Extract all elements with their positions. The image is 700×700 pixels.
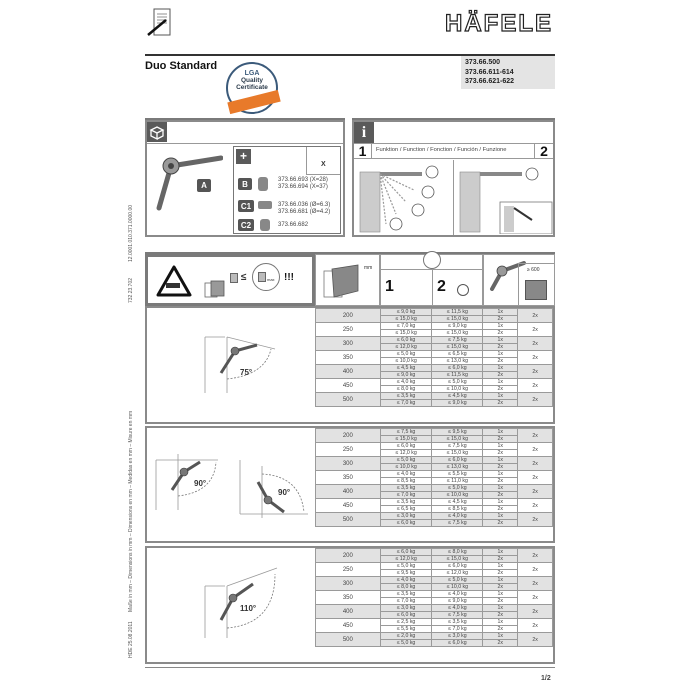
quantity-cell: 1x: [483, 337, 518, 344]
mode-1-load-cell: ≤ 7,0 kg: [380, 492, 432, 499]
weight-check-icon: [423, 251, 441, 269]
part-b-tag: B: [238, 178, 252, 190]
quantity-cell: 2x: [483, 506, 518, 513]
mode-2-diagram: [456, 162, 553, 234]
quantity-cell: 1x: [483, 563, 518, 570]
part-b-number: 373.66.693 (X=28): [278, 177, 328, 183]
flap-icon: [525, 280, 547, 300]
mode-2-load-cell: ≤ 13,0 kg: [432, 358, 483, 365]
mode-1-load-cell: ≤ 5,5 kg: [380, 626, 432, 633]
flap-height-cell: 250: [316, 443, 381, 457]
mode-1-load-cell: ≤ 5,0 kg: [380, 351, 432, 358]
cert-certificate: Certificate: [236, 84, 268, 91]
article-numbers: [461, 56, 555, 89]
weight-icon: [258, 272, 266, 282]
part-c1-number: 373.66.681 (Ø=4.2): [278, 209, 331, 215]
hinge-header-cell: [483, 254, 555, 306]
mode-2-load-cell: ≤ 6,0 kg: [432, 640, 483, 647]
quantity-cell: 1x: [483, 549, 518, 556]
quantity-cell: 2x: [483, 464, 518, 471]
mode-2-number: 2: [437, 278, 446, 295]
table-row: [316, 393, 553, 400]
warning-box: [145, 254, 315, 306]
load-table: [315, 308, 553, 407]
page-number: 1/2: [541, 675, 551, 682]
mode-1-load-cell: ≤ 4,0 kg: [380, 379, 432, 386]
mode-1-load-cell: ≤ 3,0 kg: [380, 605, 432, 612]
mode-2-load-cell: ≤ 6,5 kg: [432, 351, 483, 358]
mode-1-load-cell: ≤ 8,5 kg: [380, 478, 432, 485]
article-number: 373.66.500: [465, 59, 501, 66]
function-header: [354, 143, 553, 159]
table-row: [316, 499, 553, 506]
mode-1-load-cell: ≤ 3,0 kg: [380, 513, 432, 520]
mode-2-load-cell: ≤ 7,5 kg: [432, 443, 483, 450]
flap-height-cell: 300: [316, 577, 381, 591]
mode-1-load-cell: ≤ 7,0 kg: [380, 598, 432, 605]
mode-1-load-cell: ≤ 6,0 kg: [380, 337, 432, 344]
mode-2-load-cell: ≤ 6,0 kg: [432, 563, 483, 570]
quantity-cell: 2x: [483, 450, 518, 457]
mode-2-load-cell: ≤ 15,0 kg: [432, 556, 483, 563]
angle-label: 75°: [240, 368, 253, 377]
quantity-cell: 1x: [483, 633, 518, 640]
mode-1-load-cell: ≤ 6,0 kg: [380, 520, 432, 527]
quantity-wide-cell: 2x: [518, 591, 553, 605]
min-width-cell: [518, 263, 554, 305]
mode-1-number: 1: [354, 144, 372, 158]
part-c1-numbers: [278, 202, 330, 216]
part-c1-number: 373.66.036 (Ø=6.3): [278, 202, 331, 208]
mode-1-load-cell: ≤ 5,0 kg: [380, 640, 432, 647]
table-row: [316, 429, 553, 436]
brand-logo: HÄFELE: [445, 10, 553, 37]
mode-1-load-cell: ≤ 3,5 kg: [380, 499, 432, 506]
table-row: [316, 379, 553, 386]
mode-1-load-cell: ≤ 12,0 kg: [380, 556, 432, 563]
part-b-numbers: [278, 177, 328, 191]
mode-1-load-cell: ≤ 6,0 kg: [380, 443, 432, 450]
flap-height-cell: 400: [316, 605, 381, 619]
quantity-wide-cell: 2x: [518, 605, 553, 619]
mode-2-load-cell: ≤ 15,0 kg: [432, 316, 483, 323]
flap-110-diagram: [195, 566, 285, 640]
mode-2-load-cell: ≤ 10,0 kg: [432, 584, 483, 591]
mode-1-load-cell: ≤ 7,5 kg: [380, 429, 432, 436]
mode-1-load-cell: ≤ 15,0 kg: [380, 316, 432, 323]
quantity-wide-cell: 2x: [518, 485, 553, 499]
mode-2-load-cell: ≤ 4,5 kg: [432, 499, 483, 506]
quantity-cell: 1x: [483, 619, 518, 626]
table-row: [316, 577, 553, 584]
quantity-cell: 2x: [483, 344, 518, 351]
mode-2-load-cell: ≤ 12,0 kg: [432, 570, 483, 577]
lift-mechanism-icon: [151, 152, 223, 212]
quantity-wide-cell: 2x: [518, 563, 553, 577]
stop-icon: [457, 284, 469, 296]
mode-1-load-cell: ≤ 6,5 kg: [380, 506, 432, 513]
quantity-wide-cell: 2x: [518, 549, 553, 563]
quantity-cell: 2x: [483, 436, 518, 443]
mode-1-load-cell: ≤ 5,0 kg: [380, 457, 432, 464]
load-table: [315, 428, 553, 527]
table-row: [316, 365, 553, 372]
quantity-cell: 1x: [483, 429, 518, 436]
quantity-cell: 1x: [483, 365, 518, 372]
mode-1-load-cell: ≤ 8,0 kg: [380, 386, 432, 393]
quantity-cell: 2x: [483, 570, 518, 577]
mode-2-load-cell: ≤ 5,5 kg: [432, 471, 483, 478]
flap-height-cell: 500: [316, 393, 381, 407]
quantity-wide-cell: 2x: [518, 309, 553, 323]
info-icon: i: [354, 122, 374, 143]
cabinet-flap-icon: [322, 263, 362, 301]
mode-2-load-cell: ≤ 4,0 kg: [432, 591, 483, 598]
angle-label: 110°: [240, 604, 257, 613]
quantity-wide-cell: 2x: [518, 471, 553, 485]
part-c2-tag: C2: [238, 219, 254, 231]
angle-label: 90°: [278, 488, 291, 497]
flap-height-cell: 250: [316, 323, 381, 337]
angle-label: 90°: [194, 479, 207, 488]
mode-2-load-cell: ≤ 6,0 kg: [432, 365, 483, 372]
quantity-cell: 1x: [483, 379, 518, 386]
mode-1-load-cell: ≤ 8,0 kg: [380, 584, 432, 591]
weight-icon: [230, 273, 238, 283]
quantity-wide-cell: 2x: [518, 323, 553, 337]
part-b-icon: [258, 177, 268, 191]
margin-code-1: 732.23.702: [128, 277, 134, 303]
mode-1-cell: [381, 269, 433, 305]
footer-divider: [145, 667, 555, 668]
mode-1-load-cell: ≤ 3,5 kg: [380, 591, 432, 598]
mode-2-load-cell: ≤ 5,0 kg: [432, 379, 483, 386]
quantity-cell: 2x: [483, 626, 518, 633]
box-icon: [147, 122, 167, 142]
quantity-cell: 1x: [483, 513, 518, 520]
table-row: [316, 323, 553, 330]
mode-2-load-cell: ≤ 11,5 kg: [432, 372, 483, 379]
flap-height-cell: 450: [316, 499, 381, 513]
quantity-wide-cell: 2x: [518, 379, 553, 393]
mode-1-load-cell: ≤ 10,0 kg: [380, 358, 432, 365]
quantity-cell: 1x: [483, 577, 518, 584]
mode-1-load-cell: ≤ 3,5 kg: [380, 393, 432, 400]
mode-2-load-cell: ≤ 10,0 kg: [432, 386, 483, 393]
min-width-label: ≥ 600: [527, 267, 540, 273]
quantity-cell: 1x: [483, 309, 518, 316]
mode-2-load-cell: ≤ 11,0 kg: [432, 478, 483, 485]
article-number: 373.66.621-622: [465, 78, 515, 85]
table-row: [316, 633, 553, 640]
part-c2-number: 373.66.682: [278, 222, 309, 228]
quantity-wide-cell: 2x: [518, 365, 553, 379]
quantity-wide-cell: 2x: [518, 633, 553, 647]
load-table: [315, 548, 553, 647]
mode-2-load-cell: ≤ 15,0 kg: [432, 330, 483, 337]
cert-lga: LGA: [244, 70, 260, 77]
quantity-cell: 2x: [483, 316, 518, 323]
mode-1-load-cell: ≤ 9,0 kg: [380, 309, 432, 316]
part-c2-icon: [260, 219, 270, 231]
dimension-x-diagram: [306, 147, 340, 175]
quantity-wide-cell: 2x: [518, 457, 553, 471]
mode-1-load-cell: ≤ 3,5 kg: [380, 485, 432, 492]
function-header-cell: [380, 254, 483, 306]
mode-2-load-cell: ≤ 4,5 kg: [432, 393, 483, 400]
mode-2-load-cell: ≤ 7,0 kg: [432, 626, 483, 633]
mode-2-load-cell: ≤ 4,0 kg: [432, 605, 483, 612]
quantity-cell: 1x: [483, 393, 518, 400]
quantity-cell: 2x: [483, 584, 518, 591]
flap-height-cell: 450: [316, 379, 381, 393]
quantity-wide-cell: 2x: [518, 429, 553, 443]
exclamation-marks: !!!: [284, 272, 294, 283]
quantity-wide-cell: 2x: [518, 393, 553, 407]
quantity-cell: 2x: [483, 330, 518, 337]
mode-1-load-cell: ≤ 10,0 kg: [380, 464, 432, 471]
accessories-box: [233, 146, 341, 234]
plus-badge: +: [236, 149, 251, 164]
quantity-wide-cell: 2x: [518, 337, 553, 351]
quantity-cell: 1x: [483, 605, 518, 612]
mode-2-load-cell: ≤ 7,5 kg: [432, 337, 483, 344]
table-row: [316, 563, 553, 570]
mode-2-load-cell: ≤ 4,0 kg: [432, 513, 483, 520]
mode-1-load-cell: ≤ 12,0 kg: [380, 450, 432, 457]
function-label: Funktion / Function / Fonction / Función / Funzione: [376, 147, 507, 153]
quantity-cell: 1x: [483, 351, 518, 358]
flap-height-cell: 450: [316, 619, 381, 633]
quantity-cell: 2x: [483, 640, 518, 647]
dim-x-label: X: [321, 161, 326, 168]
mode-1-load-cell: ≤ 4,0 kg: [380, 577, 432, 584]
mode-2-load-cell: ≤ 9,0 kg: [432, 323, 483, 330]
table-row: [316, 457, 553, 464]
flap-height-cell: 300: [316, 457, 381, 471]
dimension-header-cell: [315, 254, 380, 306]
mode-1-load-cell: ≤ 6,0 kg: [380, 549, 432, 556]
mode-1-load-cell: ≤ 2,5 kg: [380, 619, 432, 626]
flap-height-cell: 200: [316, 309, 381, 323]
mode-2-load-cell: ≤ 6,0 kg: [432, 457, 483, 464]
mode-1-load-cell: ≤ 9,0 kg: [380, 372, 432, 379]
mode-2-load-cell: ≤ 5,0 kg: [432, 485, 483, 492]
table-row: [316, 351, 553, 358]
flap-90-vertical-diagram: [238, 458, 310, 520]
table-row: [316, 485, 553, 492]
mode-1-load-cell: ≤ 15,0 kg: [380, 330, 432, 337]
mode-2-load-cell: ≤ 9,0 kg: [432, 400, 483, 407]
mode-1-number: 1: [385, 278, 394, 295]
quantity-wide-cell: 2x: [518, 577, 553, 591]
table-row: [316, 619, 553, 626]
panel-rule: [147, 143, 343, 144]
quantity-cell: 1x: [483, 499, 518, 506]
mode-1-load-cell: ≤ 4,0 kg: [380, 471, 432, 478]
table-row: [316, 605, 553, 612]
mode-2-load-cell: ≤ 15,0 kg: [432, 436, 483, 443]
quantity-cell: 2x: [483, 358, 518, 365]
mode-2-load-cell: ≤ 7,5 kg: [432, 612, 483, 619]
mode-1-load-cell: ≤ 6,0 kg: [380, 612, 432, 619]
mode-2-load-cell: ≤ 15,0 kg: [432, 344, 483, 351]
part-a-tag: A: [197, 179, 211, 192]
flap-height-cell: 400: [316, 485, 381, 499]
quantity-wide-cell: 2x: [518, 443, 553, 457]
quantity-cell: 1x: [483, 471, 518, 478]
document-screwdriver-icon: [146, 8, 172, 38]
flap-height-cell: 250: [316, 563, 381, 577]
mode-2-load-cell: ≤ 9,5 kg: [432, 429, 483, 436]
table-row: [316, 443, 553, 450]
quantity-cell: 2x: [483, 612, 518, 619]
mode-2-load-cell: ≤ 15,0 kg: [432, 450, 483, 457]
parts-panel: [145, 120, 345, 237]
flap-height-cell: 200: [316, 429, 381, 443]
mode-2-cell: [433, 269, 482, 305]
quantity-cell: 2x: [483, 400, 518, 407]
quantity-cell: 1x: [483, 485, 518, 492]
quantity-cell: 1x: [483, 323, 518, 330]
mode-1-load-cell: ≤ 9,5 kg: [380, 570, 432, 577]
mode-1-load-cell: ≤ 2,0 kg: [380, 633, 432, 640]
quantity-cell: 1x: [483, 591, 518, 598]
margin-dimensions: Maße in mm – Dimensions in mm – Dimensions en mm – Medidas en mm – Misure en mm: [128, 410, 134, 612]
margin-date: HDE 25.08.2011: [128, 621, 134, 658]
mm-label: mm: [364, 265, 373, 271]
max-label: max: [267, 277, 275, 282]
quantity-cell: 1x: [483, 457, 518, 464]
mode-divider: [453, 160, 454, 235]
table-row: [316, 513, 553, 520]
mode-2-load-cell: ≤ 10,0 kg: [432, 492, 483, 499]
margin-code-2: 12.0001.010.371.0000.00: [128, 205, 134, 262]
mode-2-load-cell: ≤ 8,0 kg: [432, 549, 483, 556]
flap-icon: [204, 279, 226, 299]
less-equal-sign: ≤: [241, 272, 247, 283]
flap-height-cell: 350: [316, 471, 381, 485]
product-title: Duo Standard: [145, 60, 218, 72]
flap-height-cell: 200: [316, 549, 381, 563]
mode-1-load-cell: ≤ 7,0 kg: [380, 400, 432, 407]
mode-1-load-cell: ≤ 15,0 kg: [380, 436, 432, 443]
table-row: [316, 591, 553, 598]
flap-height-cell: 350: [316, 591, 381, 605]
quantity-cell: 2x: [483, 492, 518, 499]
mode-2-number: 2: [534, 144, 553, 158]
mode-2-load-cell: ≤ 11,5 kg: [432, 309, 483, 316]
quantity-cell: 2x: [483, 478, 518, 485]
mode-2-load-cell: ≤ 13,0 kg: [432, 464, 483, 471]
mode-2-load-cell: ≤ 3,0 kg: [432, 633, 483, 640]
pinch-warning-icon: [156, 265, 192, 297]
flap-height-cell: 500: [316, 513, 381, 527]
flap-75-diagram: [195, 335, 285, 395]
table-row: [316, 471, 553, 478]
quantity-cell: 2x: [483, 372, 518, 379]
quantity-cell: 2x: [483, 386, 518, 393]
mode-1-load-cell: ≤ 7,0 kg: [380, 323, 432, 330]
mode-2-load-cell: ≤ 7,5 kg: [432, 520, 483, 527]
mode-2-load-cell: ≤ 3,5 kg: [432, 619, 483, 626]
table-row: [316, 337, 553, 344]
mode-2-load-cell: ≤ 9,0 kg: [432, 598, 483, 605]
cert-quality: Quality: [240, 77, 264, 84]
flap-height-cell: 400: [316, 365, 381, 379]
quantity-wide-cell: 2x: [518, 513, 553, 527]
part-c1-icon: [258, 201, 272, 209]
flap-height-cell: 500: [316, 633, 381, 647]
mode-1-diagram: [356, 162, 452, 234]
mode-2-load-cell: ≤ 5,0 kg: [432, 577, 483, 584]
part-b-number: 373.66.694 (X=37): [278, 184, 328, 190]
table-row: [316, 309, 553, 316]
mode-2-load-cell: ≤ 8,5 kg: [432, 506, 483, 513]
flap-90-diagram: [152, 450, 222, 512]
mode-1-load-cell: ≤ 4,5 kg: [380, 365, 432, 372]
quantity-wide-cell: 2x: [518, 499, 553, 513]
max-weight-circle: [252, 263, 280, 291]
part-c1-tag: C1: [238, 200, 254, 212]
quantity-wide-cell: 2x: [518, 619, 553, 633]
quantity-cell: 2x: [483, 520, 518, 527]
mode-1-load-cell: ≤ 12,0 kg: [380, 344, 432, 351]
quantity-cell: 2x: [483, 598, 518, 605]
mode-1-load-cell: ≤ 5,0 kg: [380, 563, 432, 570]
function-panel: [352, 120, 555, 237]
flap-height-cell: 300: [316, 337, 381, 351]
table-row: [316, 549, 553, 556]
quantity-wide-cell: 2x: [518, 351, 553, 365]
quantity-cell: 2x: [483, 556, 518, 563]
article-number: 373.66.611-614: [465, 68, 514, 76]
quantity-cell: 1x: [483, 443, 518, 450]
flap-height-cell: 350: [316, 351, 381, 365]
